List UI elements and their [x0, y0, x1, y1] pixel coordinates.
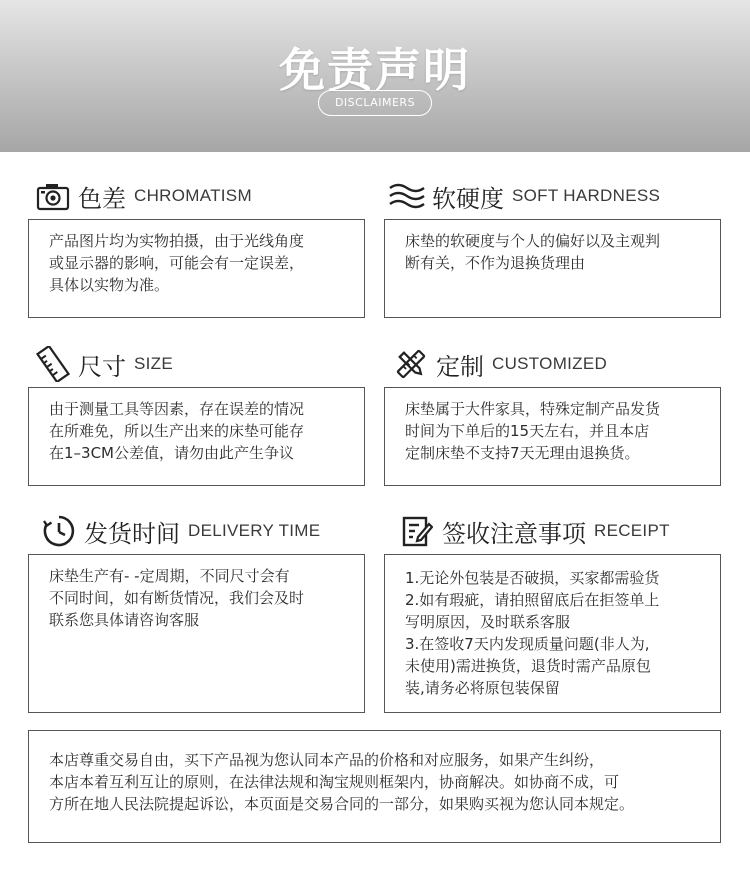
text-line: 由于测量工具等因素，存在误差的情况	[49, 400, 305, 418]
section-heading-receipt	[398, 511, 670, 551]
delivery-text-box	[28, 554, 365, 713]
section-heading-size	[34, 344, 173, 384]
text-line: 3.在签收7天内发现质量问题(非人为,	[405, 635, 650, 653]
footer-line: 方所在地人民法院提起诉讼，本页面是交易合同的一部分，如果购买视为您认同本规定。	[49, 795, 635, 813]
ruler-icon	[34, 345, 72, 383]
clock-icon	[40, 512, 78, 550]
chromatism-text-box	[28, 219, 365, 318]
waves-icon	[388, 177, 426, 215]
text-line: 具体以实物为准。	[49, 276, 170, 294]
text-line: 床垫属于大件家具，特殊定制产品发货	[405, 400, 661, 418]
document-edit-icon	[398, 512, 436, 550]
text-line: 联系您具体请咨询客服	[49, 611, 200, 629]
page-title: 免责声明	[279, 43, 471, 97]
text-line: 床垫的软硬度与个人的偏好以及主观判	[405, 232, 661, 250]
section-title-cn: 签收注意事项	[442, 519, 586, 548]
text-line: 不同时间，如有断货情况，我们会及时	[49, 589, 305, 607]
text-line: 写明原因，及时联系客服	[405, 613, 571, 631]
text-line: 1.无论外包装是否破损，买家都需验货	[405, 569, 660, 587]
text-line: 或显示器的影响，可能会有一定误差，	[49, 254, 305, 272]
customized-text-box	[384, 387, 721, 486]
footer-line: 本店本着互利互让的原则，在法律法规和淘宝规则框架内，协商解决。如协商不成，可	[49, 773, 620, 791]
softness-text-box	[384, 219, 721, 318]
text-line: 2.如有瑕疵，请拍照留底后在拒签单上	[405, 591, 660, 609]
section-title-cn: 色差	[78, 184, 126, 213]
text-line: 断有关，不作为退换货理由	[405, 254, 586, 272]
section-title-en: CHROMATISM	[134, 186, 252, 205]
section-title-en: CUSTOMIZED	[492, 354, 608, 373]
section-heading-customized	[392, 344, 607, 384]
section-title-en: DELIVERY TIME	[188, 521, 321, 540]
text-line: 时间为下单后的15天左右，并且本店	[405, 422, 650, 440]
receipt-text-box	[384, 554, 721, 713]
section-title-en: RECEIPT	[594, 521, 670, 540]
subtitle-pill: DISCLAIMERS	[318, 90, 432, 116]
text-line: 产品图片均为实物拍摄，由于光线角度	[49, 232, 305, 250]
section-title-cn: 定制	[436, 352, 484, 381]
section-title-cn: 软硬度	[432, 184, 504, 213]
section-title-en: SOFT HARDNESS	[512, 186, 661, 205]
text-line: 定制床垫不支持7天无理由退换货。	[405, 444, 640, 462]
text-line: 装,请务必将原包装保留	[405, 679, 560, 697]
section-title-cn: 发货时间	[84, 519, 180, 548]
camera-icon	[34, 177, 72, 215]
text-line: 在所难免，所以生产出来的床垫可能存	[49, 422, 305, 440]
footer-line: 本店尊重交易自由，买下产品视为您认同本产品的价格和对应服务，如果产生纠纷，	[49, 751, 605, 769]
section-heading-chromatism	[34, 176, 252, 216]
text-line: 床垫生产有- -定周期，不同尺寸会有	[49, 567, 290, 585]
section-title-en: SIZE	[134, 354, 173, 373]
section-heading-softness	[388, 176, 660, 216]
text-line: 未使用)需进换货，退货时需产品原包	[405, 657, 651, 675]
section-title-cn: 尺寸	[78, 352, 126, 381]
text-line: 在1–3CM公差值，请勿由此产生争议	[49, 444, 295, 462]
tools-icon	[392, 345, 430, 383]
footer-statement-box	[28, 730, 721, 843]
header-banner	[0, 0, 750, 152]
section-heading-delivery	[40, 511, 320, 551]
size-text-box	[28, 387, 365, 486]
